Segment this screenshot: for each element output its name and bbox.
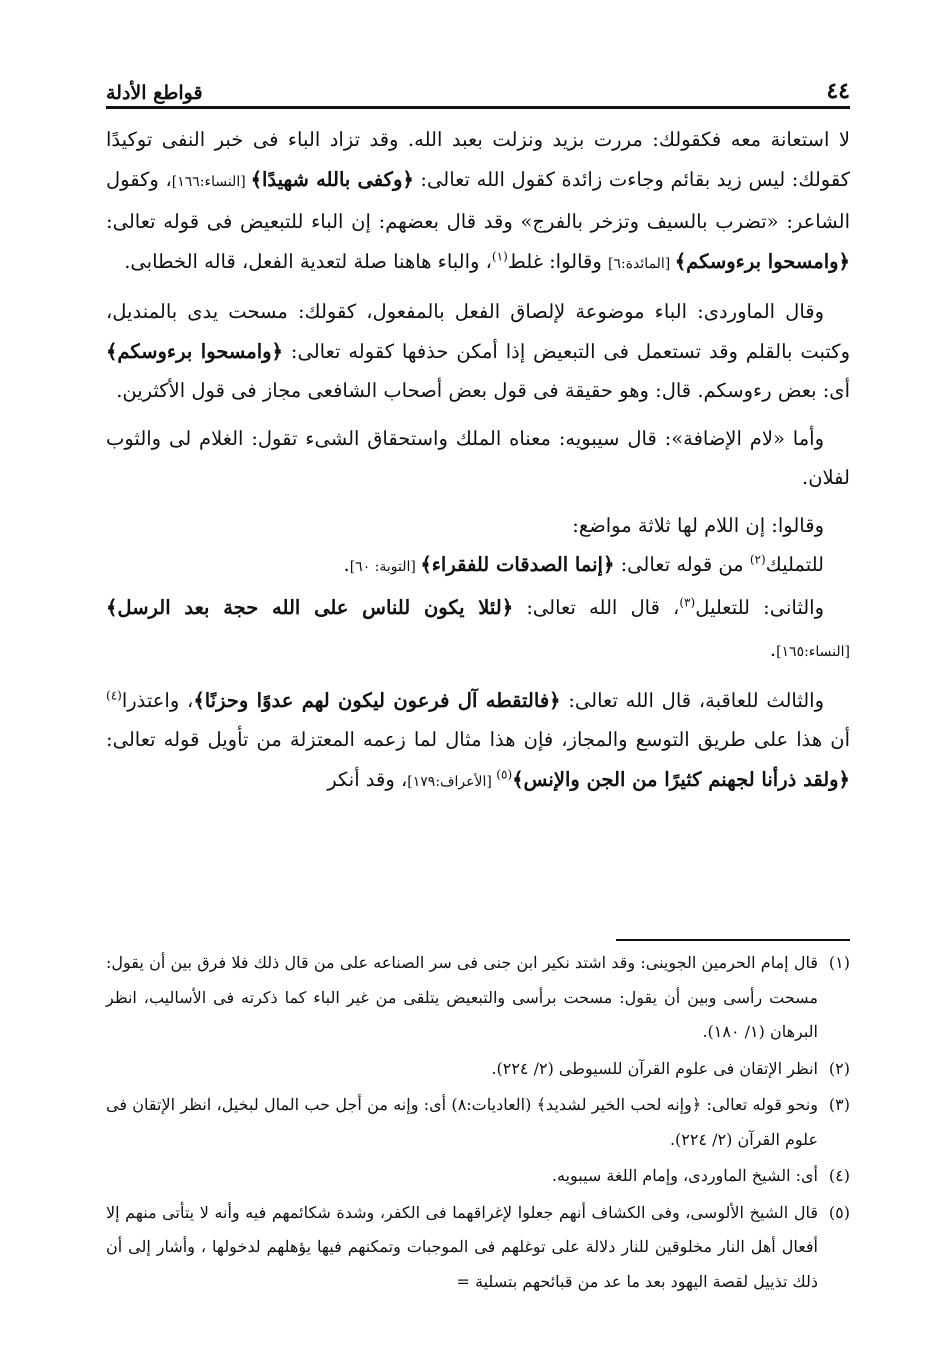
running-title: قواطع الأدلة [106,82,203,104]
text-run: من قوله تعالى: [614,553,750,576]
footnote-5 [106,1196,850,1300]
text-run: وقالوا: غلط [507,249,608,273]
text-run: وقال الماوردى: الباء موضوعة لإلصاق الفعل بالمفعول، كقولك: مسحت يدى بالمنديل، وكتبت بالقلم وقد تستعمل فى التبعيض إذا أمكن حذفها كقوله تعالى: [106,300,850,363]
main-text [106,120,850,802]
header-rule [106,106,850,109]
footnote-1 [106,946,850,1050]
quran-verse: ﴿وكفى بالله شهيدًا﴾ [250,167,414,191]
verse-reference: [التوبة: ٦٠] [349,559,421,575]
quran-verse: ﴿فالتقطه آل فرعون ليكون لهم عدوًا وحزنًا﴾ [193,688,561,712]
footnote-4 [106,1159,850,1194]
paragraph-5 [106,545,850,588]
text-run: لا استعانة معه فكقولك: مررت بزيد ونزلت بعبد الله. وقد تزاد الباء فى خبر النفى توكيدًا كقولك: ليس زيد بقائم وجاءت زائدة كقول الله تعالى: [106,128,850,191]
paragraph-6 [106,588,850,673]
text-run: والثالث للعاقبة، قال الله تعالى: [560,688,825,712]
quran-verse: ﴿وامسحوا برءوسكم﴾ [674,249,850,273]
footnote-marker[interactable]: (١) [491,249,508,263]
footnote-3 [106,1088,850,1157]
quran-verse: ﴿ولقد ذرأنا لجهنم كثيرًا من الجن والإنس﴾ [512,767,850,791]
text-run: ، قال الله تعالى: [513,595,680,619]
text-run: والثانى: للتعليل [695,595,824,619]
page-number: ٤٤ [826,78,850,104]
verse-reference: [النساء:١٦٦] [171,173,251,190]
text-run: ، واعتذرا [121,688,194,712]
footnote-text: أى: الشيخ الماوردى، وإمام اللغة سيبويه. [551,1166,818,1185]
footnote-marker[interactable]: (٤) [106,688,122,702]
footnote-number: (٤) [828,1166,850,1185]
footnote-number: (١) [828,953,850,972]
text-run: للتمليك [765,553,824,576]
quran-verse: ﴿لئلا يكون للناس على الله حجة بعد الرسل﴾ [106,595,514,619]
page-header [106,70,850,104]
text-run: . [343,553,350,576]
footnote-marker[interactable]: (٣) [679,595,696,609]
footnote-text: قال الشيخ الألوسى، وفى الكشاف أنهم جعلوا لإغراقهما فى الكفر، وشدة شكائمهم فيه وأنه لا يتأتى منهم إلا أفعال أهل النار مخلوقين للنار دلالة على توغلهم فى الموجبات وتمكنهم فيها يؤهلهم لدخولها ، وأشار إلى أن ذلك تذييل لقصة اليهود بعد ما عد من قبائحهم بتسلية = [106,1202,818,1291]
text-run: . [769,638,777,661]
text-run: ، والباء هاهنا صلة لتعدية الفعل، قاله الخطابى. [124,249,492,273]
paragraph-7 [106,681,850,803]
footnote-text: قال إمام الحرمين الجوينى: وقد اشتد نكير ابن جنى فى سر الصناعه على من قال ذلك فلا فرق بين أن يقول: مسحت رأسى وبين أن يقول: مسحت برأسى والتبعيض يتلقى من غير الباء كما ذكرته فى الأساليب، انظر البرهان (١/ ١٨٠). [106,953,818,1041]
footnote-text: ونحو قوله تعالى: ﴿وإنه لحب الخير لشديد﴾ (العاديات:٨) أى: وإنه من أجل حب المال لبخيل، انظر الإتقان فى علوم القرآن (٢/ ٢٢٤). [106,1095,818,1149]
paragraph-1 [106,120,850,284]
verse-reference: [الأعراف:١٧٩] [407,773,497,790]
quran-verse: ﴿وامسحوا برءوسكم﴾ [106,339,283,363]
text-run: ، وقد أنكر [327,767,408,791]
footnotes [106,946,850,1301]
footnote-text: انظر الإتقان فى علوم القرآن للسيوطى (٢/ ٢٢٤). [491,1058,818,1078]
text-run: أن هذا على طريق التوسع والمجاز، فإن هذا مثال لما زعمه المعتزلة من تأويل قوله تعالى: [106,728,850,751]
footnote-2 [106,1052,850,1087]
paragraph-4: وقالوا: إن اللام لها ثلاثة مواضع: [572,513,824,537]
quran-verse: ﴿إنما الصدقات للفقراء﴾ [420,553,615,576]
verse-reference: [المائدة:٦] [608,255,675,272]
footnote-number: (٢) [828,1058,850,1078]
paragraph-3: وأما «لام الإضافة»: قال سيبويه: معناه الملك واستحقاق الشىء تقول: الغلام لى والثوب لفلان. [106,426,850,489]
footnote-number: (٣) [828,1095,850,1114]
verse-reference: [النساء:١٦٥] [776,644,850,660]
footnote-marker[interactable]: (٢) [749,552,766,567]
text-run: ، وكقول الشاعر: «تضرب بالسيف وتزخر بالفرج» وقد قال بعضهم: إن الباء للتبعيض فى قوله تعالى: [106,167,850,233]
footnote-number: (٥) [828,1202,850,1222]
footnote-marker[interactable]: (٥) [496,767,513,781]
text-run: أى: بعض رءوسكم. قال: وهو حقيقة فى قول بعض أصحاب الشافعى مجاز فى قول الأكثرين. [116,379,850,402]
footnote-rule [616,939,850,941]
paragraph-2 [106,292,850,411]
